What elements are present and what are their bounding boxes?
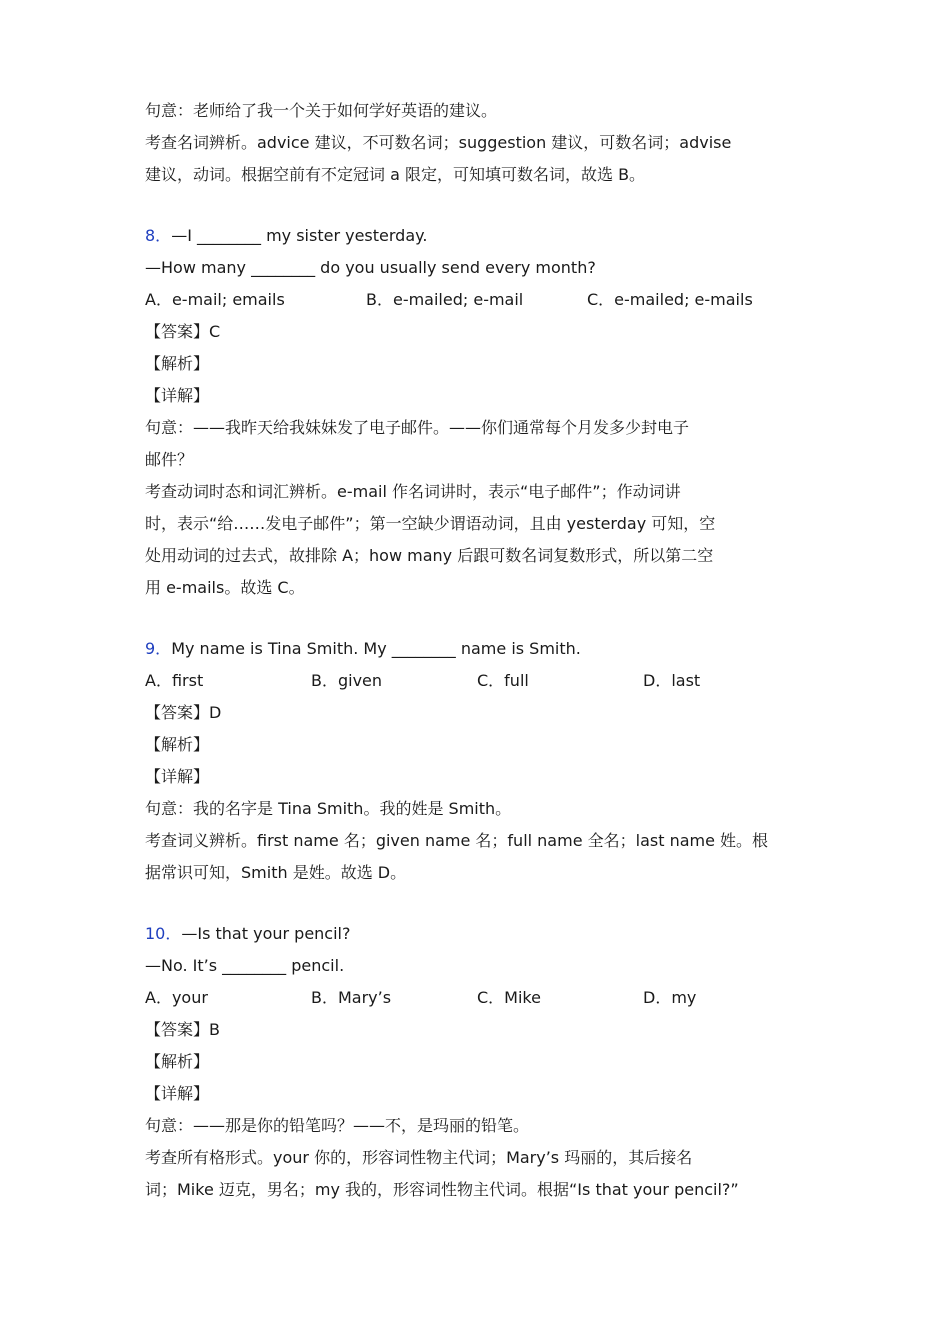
q9-detail-label: 【详解】 [145, 767, 210, 786]
q10-explain-line: 词；Mike 迈克，男名；my 我的，形容词性物主代词。根据“Is that your pencil?” [145, 1180, 739, 1199]
q8-stem-text: —I ________ my sister yesterday. [171, 226, 428, 245]
q8-explain-line: 处用动词的过去式，故排除 A；how many 后跟可数名词复数形式，所以第二空 [145, 546, 714, 565]
q9-explain-line: 考查词义辨析。first name 名；given name 名；full name 全名；last name 姓。根 [145, 831, 769, 850]
q8-answer: 【答案】C [145, 322, 221, 341]
q8-explain-line: 考查动词时态和词汇辨析。e-mail 作名词讲时，表示“电子邮件”；作动词讲 [145, 482, 681, 501]
q8-option-a: A．e-mail; emails [145, 290, 285, 309]
q8-explain-line: 句意：——我昨天给我妹妹发了电子邮件。——你们通常每个月发多少封电子 [145, 418, 690, 437]
q7-analysis-line: 考查名词辨析。advice 建议，不可数名词；suggestion 建议，可数名词；advise [145, 133, 732, 152]
q10-detail-label: 【详解】 [145, 1084, 210, 1103]
q10-stem-line-2: —No. It’s ________ pencil. [145, 956, 345, 975]
q9-stem-line-1 [145, 633, 810, 665]
q9-option-b: B．given [311, 671, 383, 690]
q9-analysis-label: 【解析】 [145, 735, 210, 754]
q8-detail-label: 【详解】 [145, 386, 210, 405]
q10-options [145, 982, 810, 1014]
q7-analysis-line: 建议，动词。根据空前有不定冠词 a 限定，可知填可数名词，故选 B。 [145, 165, 646, 184]
spacer [145, 191, 810, 220]
q8-options [145, 284, 810, 316]
q9-option-c: C．full [477, 671, 529, 690]
q9-number: 9． [145, 639, 172, 658]
q9-stem-text: My name is Tina Smith. My ________ name is Smith. [171, 639, 581, 658]
q9-explain-line: 据常识可知，Smith 是姓。故选 D。 [145, 863, 407, 882]
q10-option-c: C．Mike [477, 988, 541, 1007]
q8-stem-line-1 [145, 220, 810, 252]
q8-analysis-label: 【解析】 [145, 354, 210, 373]
q8-option-c: C．e-mailed; e-mails [587, 290, 753, 309]
spacer [145, 889, 810, 918]
q8-stem-line-2: —How many ________ do you usually send every month? [145, 258, 596, 277]
q10-stem-text: —Is that your pencil? [181, 924, 351, 943]
q8-explain-line: 用 e-mails。故选 C。 [145, 578, 305, 597]
q10-option-b: B．Mary’s [311, 988, 392, 1007]
q9-option-d: D．last [643, 671, 701, 690]
q10-number: 10． [145, 924, 182, 943]
q10-option-a: A．your [145, 988, 208, 1007]
q10-analysis-label: 【解析】 [145, 1052, 210, 1071]
q9-option-a: A．first [145, 671, 204, 690]
q9-explain-line: 句意：我的名字是 Tina Smith。我的姓是 Smith。 [145, 799, 512, 818]
q10-answer: 【答案】B [145, 1020, 220, 1039]
q10-stem-line-1 [145, 918, 810, 950]
spacer [145, 604, 810, 633]
document-page [145, 95, 810, 1206]
q10-option-d: D．my [643, 988, 697, 1007]
q8-number: 8． [145, 226, 172, 245]
q10-explain-line: 句意：——那是你的铅笔吗？——不，是玛丽的铅笔。 [145, 1116, 530, 1135]
q8-explain-line: 时，表示“给……发电子邮件”；第一空缺少谓语动词，且由 yesterday 可知，空 [145, 514, 716, 533]
q8-explain-line: 邮件？ [145, 450, 194, 469]
q9-options [145, 665, 810, 697]
q8-option-b: B．e-mailed; e-mail [366, 290, 524, 309]
q7-translation: 句意：老师给了我一个关于如何学好英语的建议。 [145, 101, 498, 120]
q9-answer: 【答案】D [145, 703, 222, 722]
q10-explain-line: 考查所有格形式。your 你的，形容词性物主代词；Mary’s 玛丽的，其后接名 [145, 1148, 693, 1167]
